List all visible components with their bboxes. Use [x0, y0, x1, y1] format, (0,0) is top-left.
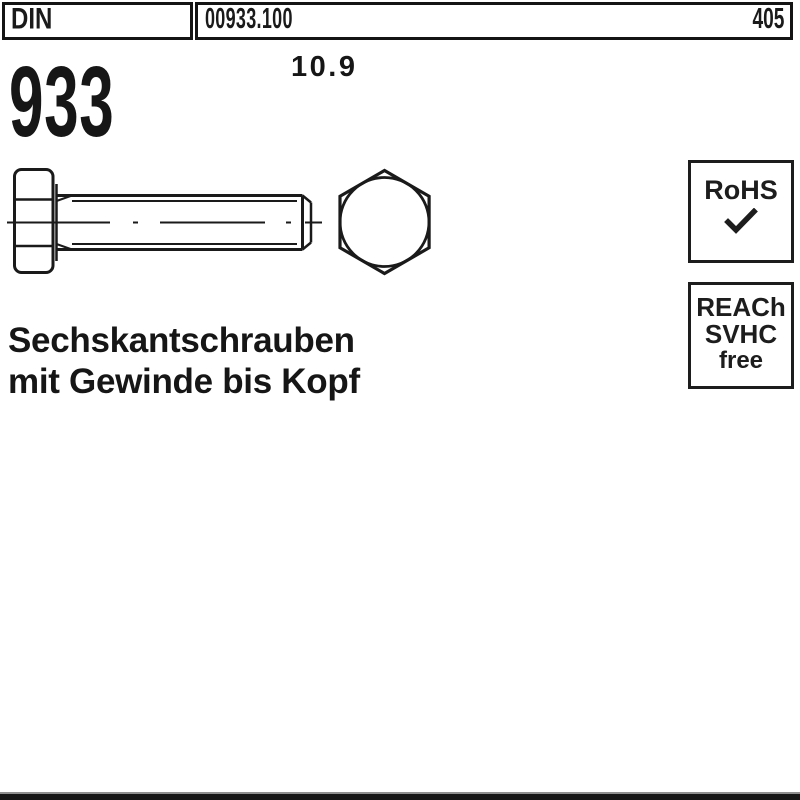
- product-title-line2: mit Gewinde bis Kopf: [8, 362, 360, 401]
- rohs-badge: [688, 160, 794, 263]
- reach-badge: [688, 282, 794, 389]
- bottom-bar: [0, 794, 800, 800]
- product-title: [8, 320, 360, 402]
- checkmark-icon: [724, 208, 758, 235]
- din-standard-label: DIN: [11, 2, 53, 36]
- reach-line1: REACh: [696, 292, 786, 322]
- rohs-label: RoHS: [704, 175, 778, 205]
- product-title-line1: Sechskantschrauben: [8, 321, 355, 360]
- bolt-side-view: [7, 170, 322, 273]
- strength-grade: 10.9: [291, 51, 358, 83]
- din-number-logo: 933: [9, 46, 115, 158]
- bolt-head-view: [340, 171, 429, 274]
- article-number: 00933.100: [205, 3, 293, 36]
- reach-line2: SVHC: [704, 319, 778, 349]
- page-number: 405: [752, 3, 784, 36]
- reach-line3: free: [718, 347, 764, 374]
